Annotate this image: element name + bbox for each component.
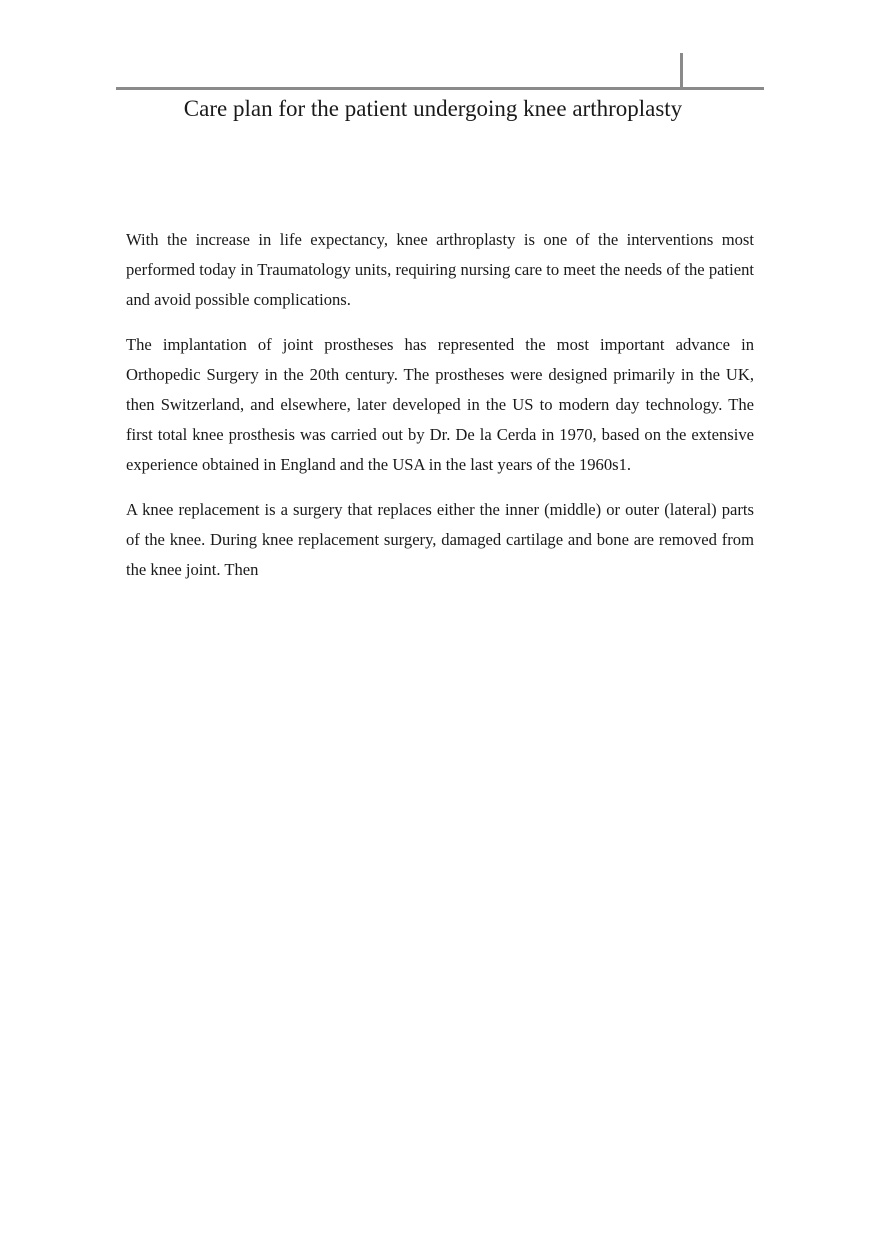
header-tick [680, 53, 683, 89]
page-title: Care plan for the patient undergoing knee arthroplasty [183, 96, 683, 121]
paragraph-history: The implantation of joint prostheses has represented the most important advance in Orthopedic Surgery in the 20th century. The prostheses were designed primarily in the UK, then Switzerland, and elsewhere, later developed in the US to modern day technology. The first total knee prosthesis was carried out by Dr. De la Cerda in 1970, based on the extensive experience obtained in England and the USA in the last years of the 1960s1. [126, 334, 754, 475]
header-rule [116, 87, 764, 90]
paragraph-intro: With the increase in life expectancy, knee arthroplasty is one of the interventions most performed today in Traumatology units, requiring nursing care to meet the needs of the patient and avoid possible complications. [126, 230, 754, 310]
document-body [126, 225, 754, 599]
paragraph-procedure: A knee replacement is a surgery that replaces either the inner (middle) or outer (lateral) parts of the knee. During knee replacement surgery, damaged cartilage and bone are removed from the knee joint. Then [126, 499, 754, 580]
